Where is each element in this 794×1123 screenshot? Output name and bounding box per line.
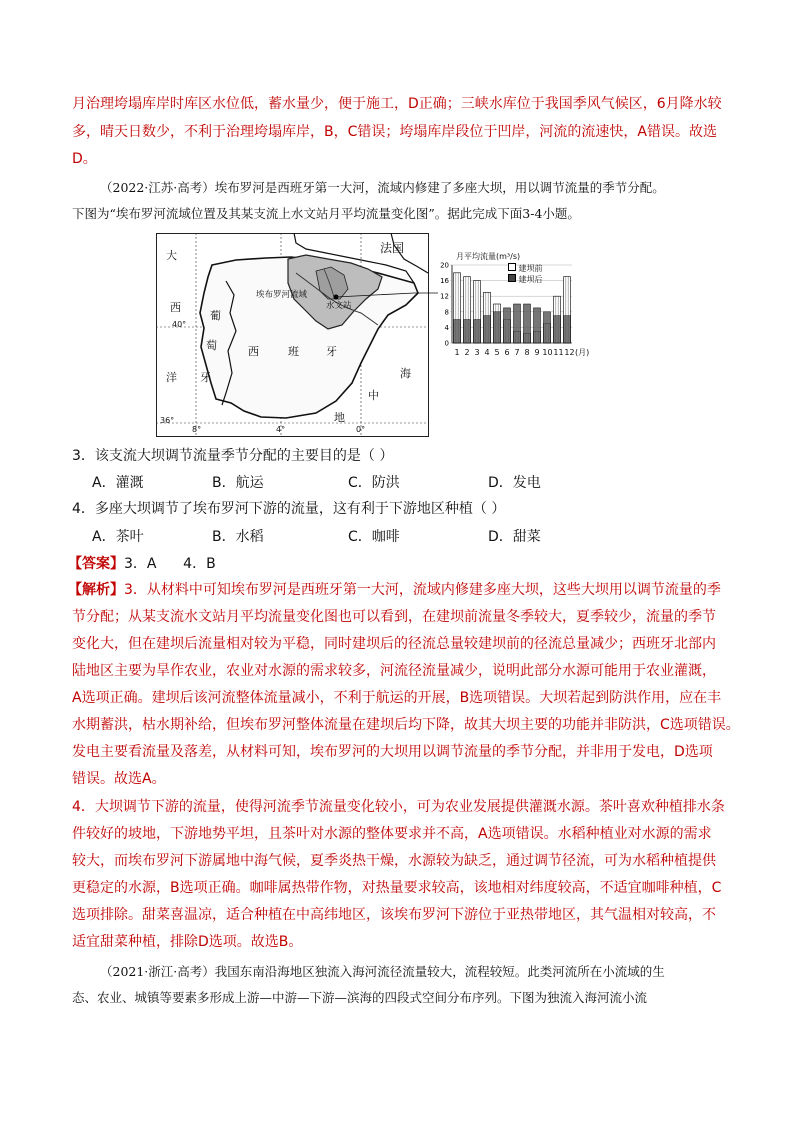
map-label-hydro-station: 水文站 bbox=[326, 301, 352, 311]
prev-analysis-line-2: 多，晴天日数少，不利于治理垮塌库岸，B，C错误；垮塌库岸段位于凹岸，河流的流速快，A错误。故选 bbox=[72, 124, 717, 140]
chart-xtick-row bbox=[452, 348, 575, 357]
lat-label-36: 36° bbox=[160, 416, 175, 425]
map-label-portugal-1: 葡 bbox=[210, 309, 221, 322]
q3-stem: 3．该支流大坝调节流量季节分配的主要目的是（ ） bbox=[72, 448, 394, 464]
bar-after-dam bbox=[544, 312, 551, 343]
map-label-atlantic-1: 大 bbox=[166, 249, 177, 262]
bar-after-dam bbox=[524, 304, 531, 343]
chart-xtick-label: 1 bbox=[454, 348, 460, 357]
legend-label-after: 建坝后 bbox=[518, 275, 543, 284]
chart-xtick-label: 6 bbox=[504, 348, 510, 357]
prev-analysis-line-1: 月治理垮塌库岸时库区水位低，蓄水量少，便于施工，D正确；三峡水库位于我国季风气候区，6月降水较 bbox=[72, 96, 722, 112]
chart-xtick-label: 10 bbox=[542, 348, 553, 357]
next-question-line-2: 态、农业、城镇等要素多形成上游—中游—下游—滨海的四段式空间分布序列。下图为独流入海河流小流 bbox=[72, 990, 648, 1005]
chart-ylabel: 月平均流量(m³/s) bbox=[456, 252, 521, 261]
q4-stem: 4．多座大坝调节了埃布罗河下游的流量，这有利于下游地区种植（ ） bbox=[72, 501, 506, 517]
chart-xaxis-labels bbox=[452, 347, 589, 358]
answer-label: 【答案】 bbox=[68, 556, 124, 572]
bar-after-dam bbox=[504, 308, 511, 343]
analysis4-line-6: 适宜甜菜种植，排除D选项。故选B。 bbox=[72, 934, 303, 950]
prev-analysis-line-3: D。 bbox=[72, 151, 97, 167]
q3-options bbox=[92, 473, 541, 493]
legend-item-before bbox=[508, 263, 543, 274]
q4-option-d[interactable]: D．甜菜 bbox=[488, 529, 541, 545]
analysis4-line-1: 4．大坝调节下游的流量，使得河流季节流量变化较小，可为农业发展提供灌溉水源。茶叶喜欢种植排水条 bbox=[72, 799, 725, 815]
bar-after-dam bbox=[534, 308, 541, 343]
bar-after-dam bbox=[484, 316, 491, 343]
map-label-spain-2: 班 bbox=[288, 345, 299, 358]
map-label-portugal-2: 萄 bbox=[206, 339, 217, 352]
chart-xtick-label: 3 bbox=[474, 348, 480, 357]
lat-label-40: 40° bbox=[172, 320, 187, 329]
chart-ytick-label: 12 bbox=[440, 292, 449, 301]
lon-label-8: 8° bbox=[192, 425, 202, 434]
analysis4-line-3: 较大，而埃布罗河下游属地中海气候，夏季炎热干燥，水源较为缺乏，通过调节径流，可为水稻种植提供 bbox=[72, 853, 716, 869]
bar-after-dam bbox=[454, 320, 461, 343]
analysis4-line-5: 选项排除。甜菜喜温凉，适合种植在中高纬地区，该埃布罗河下游位于亚热带地区，其气温相对较高，不 bbox=[72, 907, 716, 923]
lon-label-4: 4° bbox=[276, 425, 286, 434]
map-and-chart-figure bbox=[156, 233, 596, 438]
chart-legend bbox=[508, 263, 543, 285]
map-label-med-1: 地 bbox=[334, 411, 345, 424]
analysis3-line-7: 发电主要看流量及落差，从材料可知，埃布罗河的大坝用以调节流量的季节分配，并非用于发电，D选项 bbox=[72, 744, 713, 760]
chart-xtick-label: 4 bbox=[484, 348, 490, 357]
chart-ytick-label: 0 bbox=[444, 339, 449, 348]
lon-label-0: 0° bbox=[356, 425, 366, 434]
q4-option-b[interactable]: B．水稻 bbox=[212, 529, 264, 545]
q4-options bbox=[92, 527, 541, 547]
bar-after-dam bbox=[494, 312, 501, 343]
q3-option-b[interactable]: B．航运 bbox=[212, 475, 264, 491]
analysis3-line-4: 陆地区主要为旱作农业，农业对水源的需求较多，河流径流量减少，说明此部分水源可能用于农业灌溉， bbox=[72, 663, 716, 679]
next-question-line-1: （2021·浙江·高考）我国东南沿海地区独流入海河流径流量较大，流程较短。此类河流所在小流域的生 bbox=[100, 964, 665, 979]
analysis3-line-1 bbox=[68, 580, 721, 600]
chart-ytick-label: 20 bbox=[440, 261, 449, 270]
q4-option-a[interactable]: A．茶叶 bbox=[92, 529, 144, 545]
analysis4-line-2: 件较好的坡地，下游地势平坦，且茶叶对水源的整体要求并不高，A选项错误。水稻种植业对水源的需求 bbox=[72, 826, 712, 842]
bar-after-dam bbox=[514, 304, 521, 343]
chart-xtick-label: 7 bbox=[514, 348, 520, 357]
answer-text: 3．A 4．B bbox=[124, 556, 216, 572]
q3-option-c[interactable]: C．防洪 bbox=[348, 475, 400, 491]
analysis3-line-1-text: 3．从材料中可知埃布罗河是西班牙第一大河，流域内修建多座大坝，这些大坝用以调节流量的季 bbox=[124, 582, 721, 598]
chart-ytick-label: 4 bbox=[444, 323, 449, 332]
q4-option-c[interactable]: C．咖啡 bbox=[348, 529, 400, 545]
legend-swatch-before bbox=[508, 263, 516, 271]
legend-swatch-after bbox=[508, 274, 516, 282]
bar-after-dam bbox=[564, 316, 571, 343]
analysis4-line-4: 更稳定的水源，B选项正确。咖啡属热带作物，对热量要求较高，该地相对纬度较高，不适宜咖啡种植，C bbox=[72, 880, 722, 896]
map-label-spain-3: 牙 bbox=[326, 345, 337, 358]
question-intro-line-2: 下图为“埃布罗河流域位置及其某支流上水文站月平均流量变化图”。据此完成下面3-4小题。 bbox=[72, 206, 580, 221]
map-label-med-3: 海 bbox=[400, 367, 411, 380]
chart-ytick-label: 8 bbox=[444, 308, 449, 317]
map-label-portugal-3: 牙 bbox=[200, 371, 211, 384]
map-label-france: 法国 bbox=[380, 241, 405, 255]
chart-xtick-label: 5 bbox=[494, 348, 500, 357]
chart-xtick-label: 11 bbox=[553, 348, 564, 357]
analysis3-line-8: 错误。故选A。 bbox=[72, 771, 166, 787]
analysis3-line-3: 变化大，但在建坝后流量相对较为平稳，同时建坝后的径流总量较建坝前的径流总量减少；西班牙北部内 bbox=[72, 636, 716, 652]
analysis3-line-5: A选项正确。建坝后该河流整体流量减小，不利于航运的开展，B选项错误。大坝若起到防洪作用，应在丰 bbox=[72, 690, 722, 706]
map-label-atlantic-3: 洋 bbox=[166, 371, 177, 384]
chart-xtick-label: 12 bbox=[564, 348, 575, 357]
map-label-atlantic-2: 西 bbox=[170, 301, 181, 314]
q3-option-d[interactable]: D．发电 bbox=[488, 475, 541, 491]
chart-xlabel: (月) bbox=[575, 348, 590, 357]
bar-after-dam bbox=[474, 320, 481, 343]
analysis3-line-6: 水期蓄洪，枯水期补给，但埃布罗河整体流量在建坝后均下降，故其大坝主要的功能并非防洪，C选项错误。 bbox=[72, 717, 740, 733]
answer-line bbox=[68, 554, 216, 574]
bar-after-dam bbox=[464, 320, 471, 343]
question-intro-line-1: （2022·江苏·高考）埃布罗河是西班牙第一大河，流域内修建了多座大坝，用以调节流量的季节分配。 bbox=[100, 180, 665, 195]
q3-option-a[interactable]: A．灌溉 bbox=[92, 475, 144, 491]
legend-label-before: 建坝前 bbox=[518, 264, 543, 273]
chart-ytick-label: 16 bbox=[440, 277, 449, 286]
analysis3-line-2: 节分配；从某支流水文站月平均流量变化图也可以看到，在建坝前流量冬季较大，夏季较少，流量的季节 bbox=[72, 609, 716, 625]
chart-xtick-label: 2 bbox=[464, 348, 470, 357]
map-label-ebro-basin: 埃布罗河流域 bbox=[256, 290, 308, 300]
legend-item-after bbox=[508, 274, 543, 285]
chart-xtick-label: 9 bbox=[534, 348, 540, 357]
analysis-label: 【解析】 bbox=[68, 582, 124, 598]
map-label-spain-1: 西 bbox=[248, 345, 259, 358]
map-label-med-2: 中 bbox=[368, 389, 379, 402]
chart-xtick-label: 8 bbox=[524, 348, 530, 357]
bar-after-dam bbox=[554, 316, 561, 343]
